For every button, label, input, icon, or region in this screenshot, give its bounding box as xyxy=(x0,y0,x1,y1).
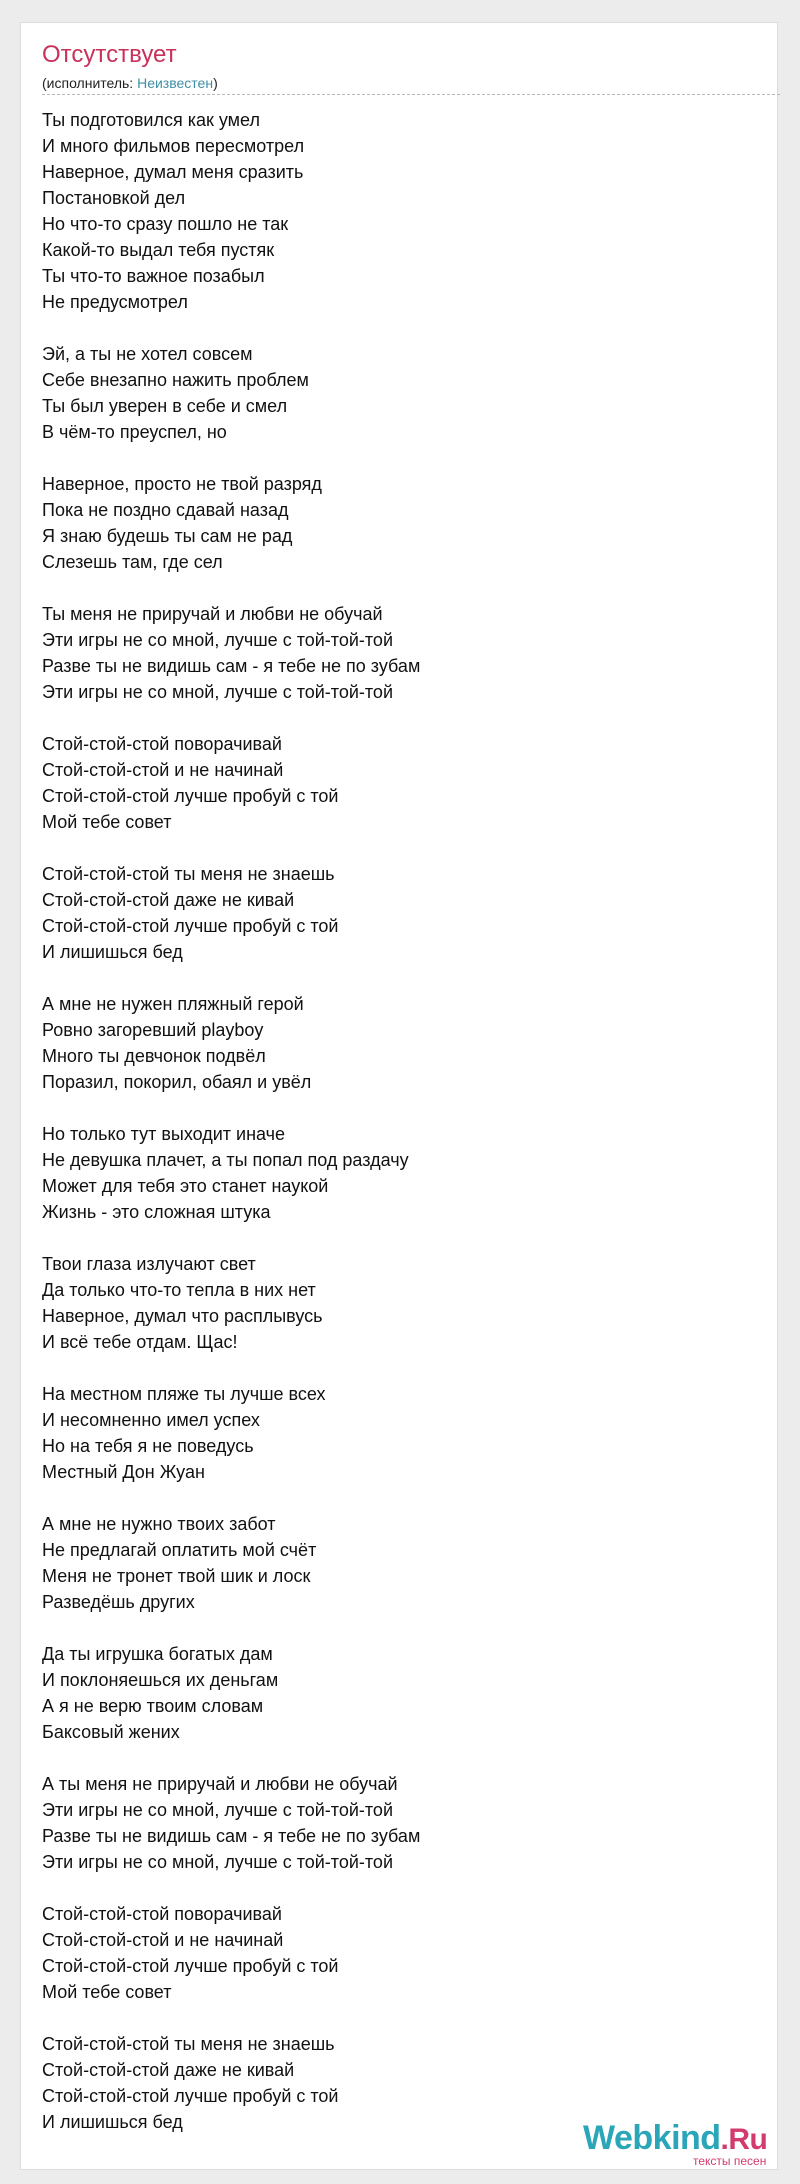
lyric-line: Стой-стой-стой лучше пробуй с той xyxy=(42,916,339,936)
lyric-line: Но на тебя я не поведусь xyxy=(42,1436,254,1456)
lyric-line: Стой-стой-стой даже не кивай xyxy=(42,2060,295,2080)
logo-tagline: тексты песен xyxy=(693,2154,767,2168)
lyric-line: А ты меня не приручай и любви не обучай xyxy=(42,1774,398,1794)
lyric-line: Стой-стой-стой поворачивай xyxy=(42,734,282,754)
lyric-line: Пока не поздно сдавай назад xyxy=(42,500,289,520)
lyrics-stanza xyxy=(42,341,762,445)
lyric-line: Стой-стой-стой даже не кивай xyxy=(42,890,295,910)
lyric-line: Эти игры не со мной, лучше с той-той-той xyxy=(42,630,393,650)
lyrics-stanza xyxy=(42,1381,762,1485)
logo-domain: .Ru xyxy=(720,2123,768,2156)
lyric-line: Разве ты не видишь сам - я тебе не по зубам xyxy=(42,1826,421,1846)
lyric-line: А я не верю твоим словам xyxy=(42,1696,264,1716)
lyric-line: Мой тебе совет xyxy=(42,812,172,832)
lyric-line: И несомненно имел успех xyxy=(42,1410,260,1430)
lyric-line: Может для тебя это станет наукой xyxy=(42,1176,329,1196)
lyric-line: Себе внезапно нажить проблем xyxy=(42,370,309,390)
lyric-line: И много фильмов пересмотрел xyxy=(42,136,305,156)
artist-suffix: ) xyxy=(213,75,218,91)
lyric-line: Жизнь - это сложная штука xyxy=(42,1202,271,1222)
lyric-line: Местный Дон Жуан xyxy=(42,1462,205,1482)
lyric-line: Наверное, думал что расплывусь xyxy=(42,1306,323,1326)
lyric-line: Я знаю будешь ты сам не рад xyxy=(42,526,293,546)
lyrics-stanza xyxy=(42,731,762,835)
artist-prefix: (исполнитель: xyxy=(42,75,138,91)
song-title: Отсутствует xyxy=(42,41,177,68)
lyric-line: Стой-стой-стой и не начинай xyxy=(42,760,284,780)
lyric-line: Стой-стой-стой лучше пробуй с той xyxy=(42,786,339,806)
lyric-line: Разве ты не видишь сам - я тебе не по зубам xyxy=(42,656,421,676)
lyric-line: Не девушка плачет, а ты попал под раздачу xyxy=(42,1150,409,1170)
lyric-line: Много ты девчонок подвёл xyxy=(42,1046,266,1066)
lyrics-stanza xyxy=(42,991,762,1095)
lyric-line: Ты что-то важное позабыл xyxy=(42,266,265,286)
lyric-line: Эти игры не со мной, лучше с той-той-той xyxy=(42,1852,393,1872)
lyric-line: Да ты игрушка богатых дам xyxy=(42,1644,273,1664)
lyric-line: Баксовый жених xyxy=(42,1722,180,1742)
lyric-line: А мне не нужно твоих забот xyxy=(42,1514,276,1534)
lyric-line: Какой-то выдал тебя пустяк xyxy=(42,240,275,260)
lyric-line: Стой-стой-стой лучше пробуй с той xyxy=(42,2086,339,2106)
lyric-line: Стой-стой-стой лучше пробуй с той xyxy=(42,1956,339,1976)
lyric-line: Да только что-то тепла в них нет xyxy=(42,1280,316,1300)
lyric-line: В чём-то преуспел, но xyxy=(42,422,227,442)
lyric-line: Поразил, покорил, обаял и увёл xyxy=(42,1072,312,1092)
lyric-line: Ты был уверен в себе и смел xyxy=(42,396,288,416)
lyrics-card xyxy=(20,22,778,2170)
lyrics-stanza xyxy=(42,1901,762,2005)
artist-line xyxy=(42,74,218,92)
lyric-line: И лишишься бед xyxy=(42,2112,183,2132)
lyrics-stanza xyxy=(42,1251,762,1355)
lyrics-stanza xyxy=(42,1511,762,1615)
lyric-line: Но только тут выходит иначе xyxy=(42,1124,286,1144)
lyrics-stanza xyxy=(42,601,762,705)
lyric-line: И всё тебе отдам. Щас! xyxy=(42,1332,238,1352)
lyric-line: Ты меня не приручай и любви не обучай xyxy=(42,604,383,624)
lyric-line: И поклоняешься их деньгам xyxy=(42,1670,279,1690)
artist-link[interactable]: Неизвестен xyxy=(137,75,214,91)
lyric-line: Стой-стой-стой ты меня не знаешь xyxy=(42,2034,335,2054)
lyric-line: Ровно загоревший playboy xyxy=(42,1020,264,1040)
lyric-line: Эй, а ты не хотел совсем xyxy=(42,344,253,364)
lyric-line: Стой-стой-стой ты меня не знаешь xyxy=(42,864,335,884)
lyrics-stanza xyxy=(42,1641,762,1745)
lyric-line: Наверное, думал меня сразить xyxy=(42,162,304,182)
lyric-line: Разведёшь других xyxy=(42,1592,195,1612)
lyrics-stanza xyxy=(42,1121,762,1225)
webkind-logo[interactable] xyxy=(583,2118,783,2178)
lyric-line: Не предлагай оплатить мой счёт xyxy=(42,1540,317,1560)
lyrics-stanza xyxy=(42,471,762,575)
lyric-line: Наверное, просто не твой разряд xyxy=(42,474,322,494)
lyrics-stanza xyxy=(42,107,762,315)
lyric-line: На местном пляже ты лучше всех xyxy=(42,1384,326,1404)
lyric-line: Постановкой дел xyxy=(42,188,186,208)
lyric-line: Но что-то сразу пошло не так xyxy=(42,214,289,234)
dashed-divider xyxy=(42,94,780,95)
lyric-line: Эти игры не со мной, лучше с той-той-той xyxy=(42,1800,393,1820)
lyric-line: Эти игры не со мной, лучше с той-той-той xyxy=(42,682,393,702)
lyric-line: Слезешь там, где сел xyxy=(42,552,223,572)
lyrics-stanza xyxy=(42,1771,762,1875)
lyric-line: Стой-стой-стой поворачивай xyxy=(42,1904,282,1924)
lyrics-stanza xyxy=(42,861,762,965)
lyric-line: А мне не нужен пляжный герой xyxy=(42,994,304,1014)
lyric-line: Стой-стой-стой и не начинай xyxy=(42,1930,284,1950)
lyric-line: Твои глаза излучают свет xyxy=(42,1254,256,1274)
logo-brand: Webkind xyxy=(583,2119,721,2157)
lyrics-body xyxy=(42,107,762,2161)
lyric-line: Мой тебе совет xyxy=(42,1982,172,2002)
lyric-line: Не предусмотрел xyxy=(42,292,188,312)
lyric-line: Меня не тронет твой шик и лоск xyxy=(42,1566,311,1586)
lyric-line: Ты подготовился как умел xyxy=(42,110,260,130)
lyric-line: И лишишься бед xyxy=(42,942,183,962)
